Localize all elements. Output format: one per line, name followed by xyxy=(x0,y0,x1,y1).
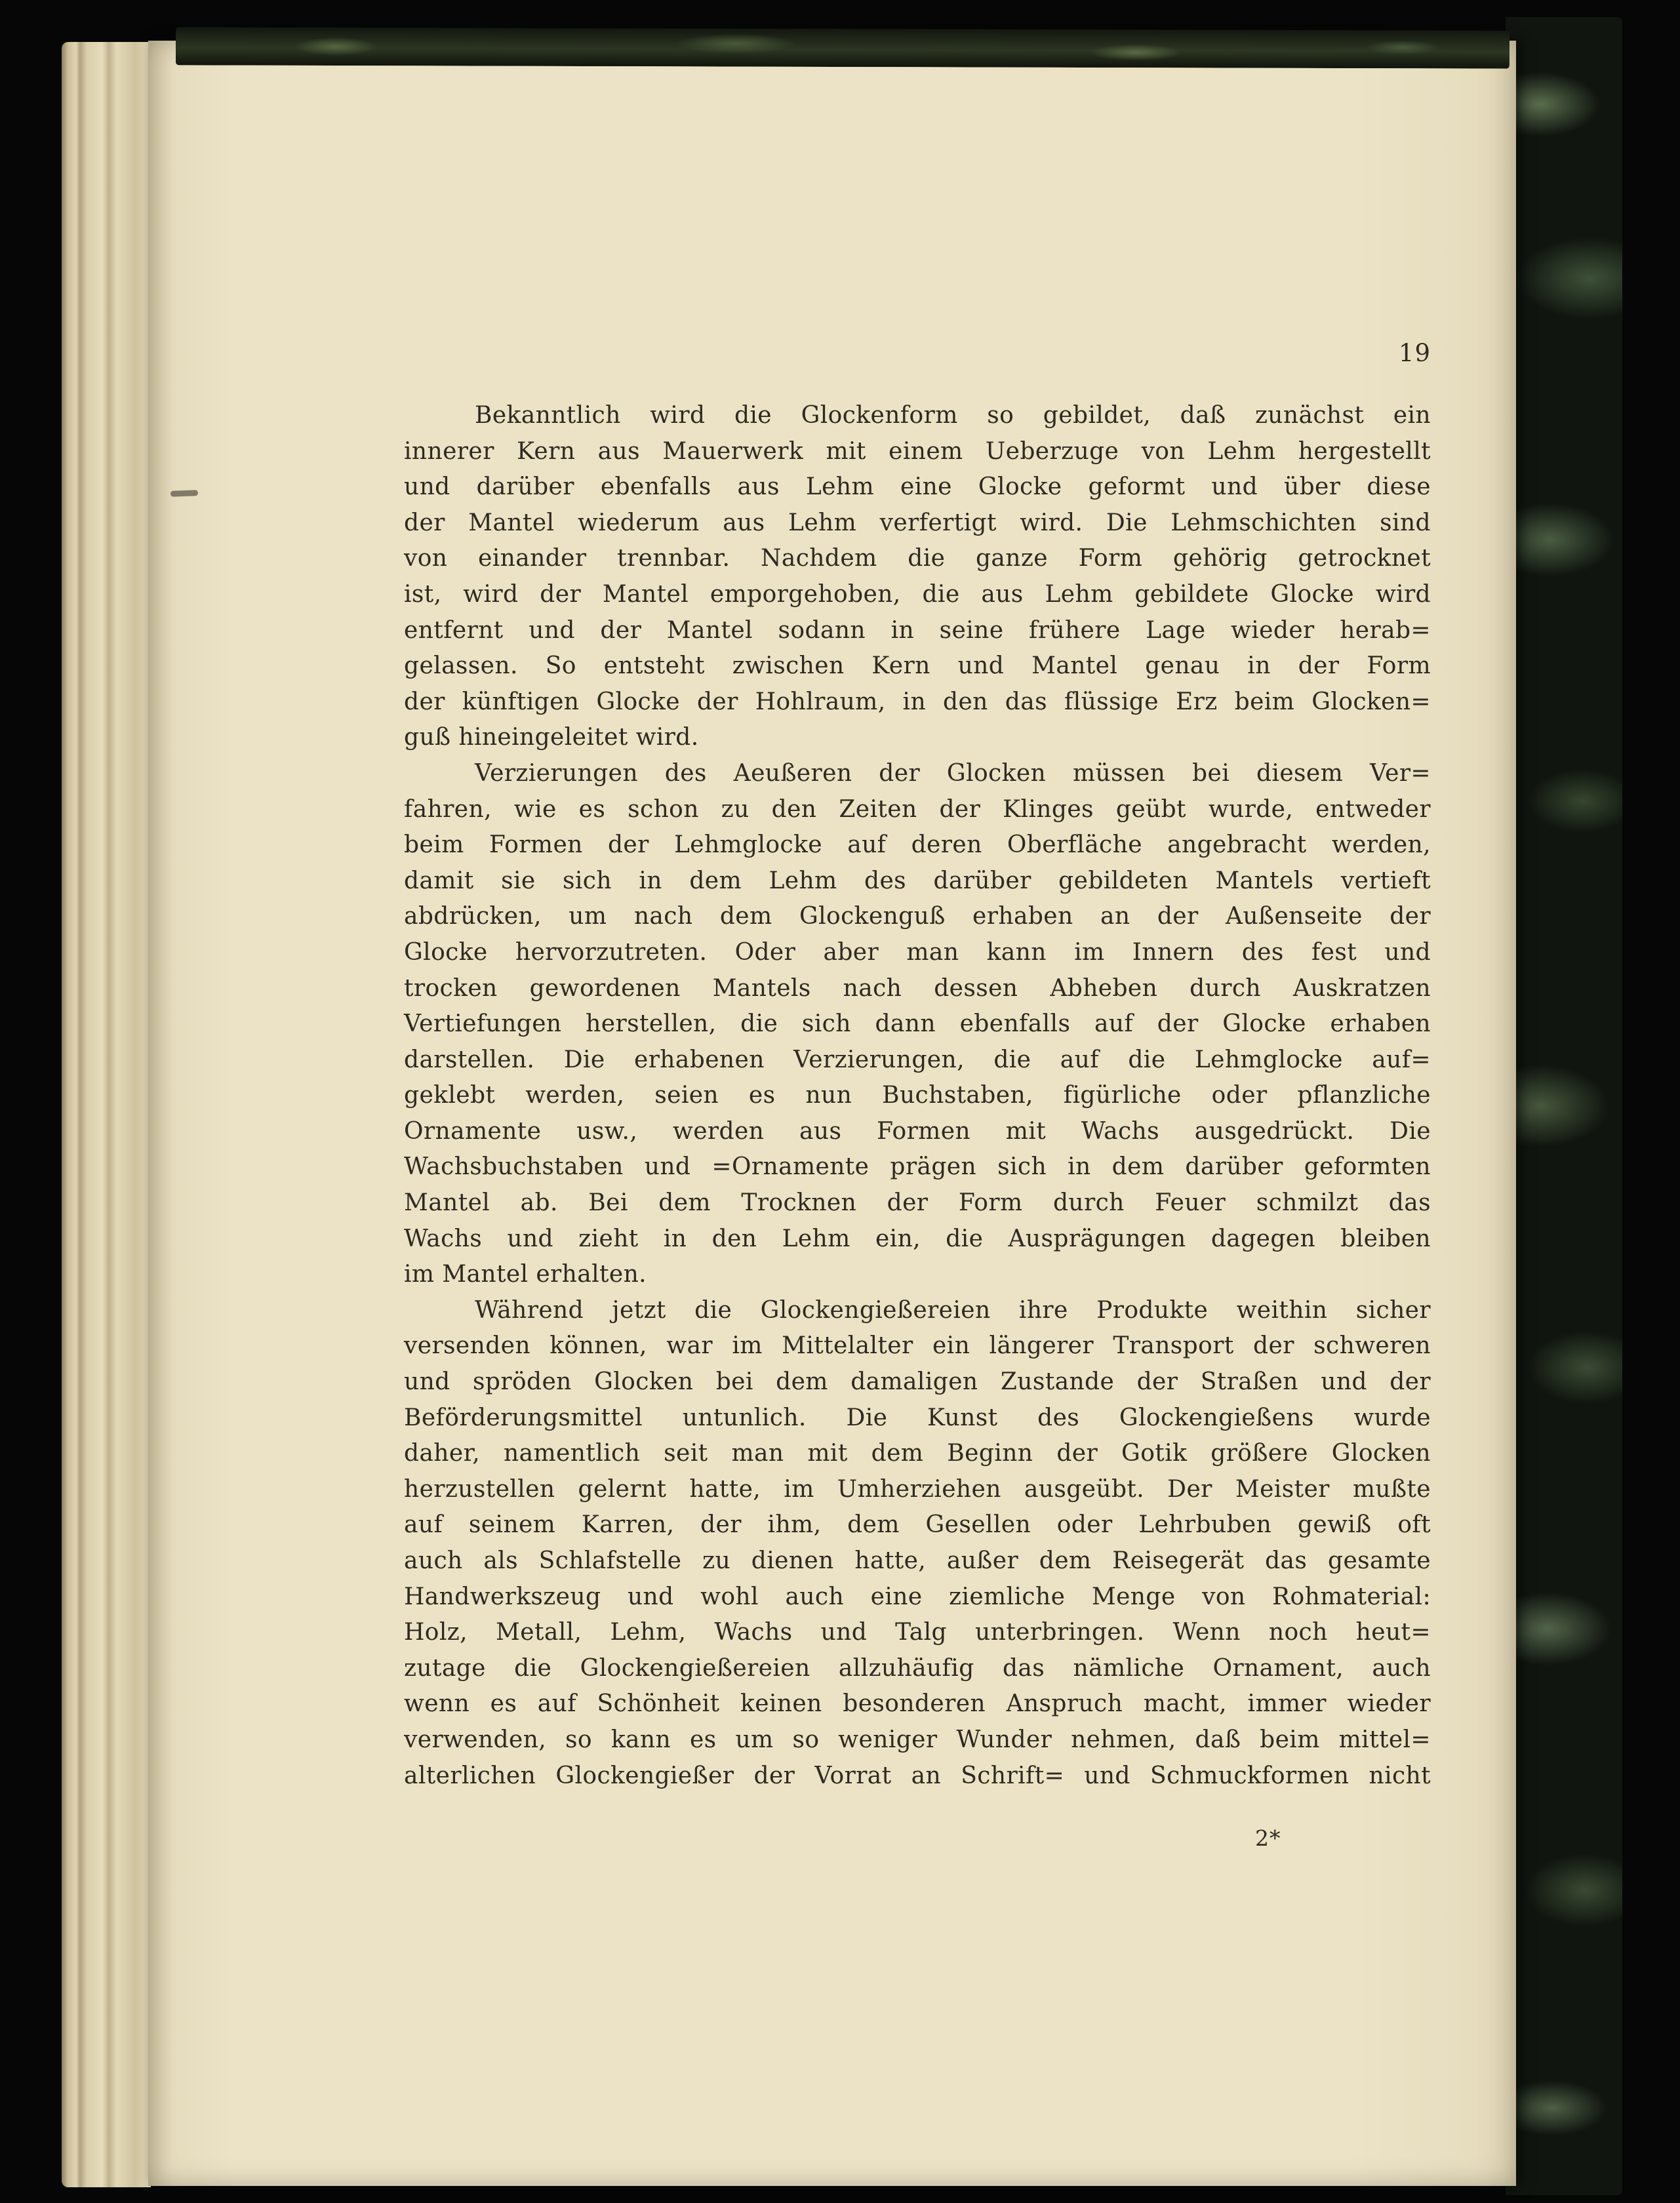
text-line: ist, wird der Mantel emporgehoben, die aus Lehm gebildete Glocke wird xyxy=(404,580,1431,608)
text-line: auf seinem Karren, der ihm, dem Gesellen oder Lehrbuben gewiß oft xyxy=(404,1511,1431,1539)
text-line: Glocke hervorzutreten. Oder aber man kann im Innern des fest und xyxy=(404,938,1431,966)
text-line: Ornamente usw., werden aus Formen mit Wachs ausgedrückt. Die xyxy=(404,1117,1431,1145)
paragraph xyxy=(404,1293,1431,1794)
text-line: Wachsbuchstaben und =Ornamente prägen sich in dem darüber geformten xyxy=(404,1153,1431,1181)
book-top-edge xyxy=(176,27,1510,68)
text-line: abdrücken, um nach dem Glockenguß erhaben an der Außenseite der xyxy=(404,903,1431,930)
text-line: und darüber ebenfalls aus Lehm eine Glocke geformt und über diese xyxy=(404,473,1431,501)
text-line: daher, namentlich seit man mit dem Beginn der Gotik größere Glocken xyxy=(404,1440,1431,1467)
text-line: verwenden, so kann es um so weniger Wunder nehmen, daß beim mittel= xyxy=(404,1726,1431,1753)
text-line: damit sie sich in dem Lehm des darüber gebildeten Mantels vertieft xyxy=(404,867,1431,894)
page-edges-stack xyxy=(62,42,151,2187)
text-line: gelassen. So entsteht zwischen Kern und Mantel genau in der Form xyxy=(404,652,1431,680)
margin-pencil-mark xyxy=(170,490,198,496)
text-line: und spröden Glocken bei dem damaligen Zustande der Straßen und der xyxy=(404,1368,1431,1396)
text-line: Beförderungsmittel untunlich. Die Kunst des Glockengießens wurde xyxy=(404,1404,1431,1431)
text-line: alterlichen Glockengießer der Vorrat an Schrift= und Schmuckformen nicht xyxy=(404,1762,1431,1789)
text-line: auch als Schlafstelle zu dienen hatte, außer dem Reisegerät das gesamte xyxy=(404,1547,1431,1574)
text-line: von einander trennbar. Nachdem die ganze Form gehörig getrocknet xyxy=(404,545,1431,572)
text-line: beim Formen der Lehmglocke auf deren Oberfläche angebracht werden, xyxy=(404,831,1431,859)
book-page xyxy=(148,41,1516,2186)
text-line: Bekanntlich wird die Glockenform so gebildet, daß zunächst ein xyxy=(475,402,1431,429)
text-line: Handwerkszeug und wohl auch eine ziemliche Menge von Rohmaterial: xyxy=(404,1583,1431,1610)
text-line: der Mantel wiederum aus Lehm verfertigt wird. Die Lehmschichten sind xyxy=(404,509,1431,536)
text-block xyxy=(404,398,1431,1794)
page-number: 19 xyxy=(1398,339,1431,367)
text-line: der künftigen Glocke der Hohlraum, in den das flüssige Erz beim Glocken= xyxy=(404,688,1431,715)
marbled-cover-edge xyxy=(1506,17,1622,2195)
text-line: trocken gewordenen Mantels nach dessen Abheben durch Auskratzen xyxy=(404,974,1431,1002)
text-line: im Mantel erhalten. xyxy=(404,1261,647,1288)
text-line: zutage die Glockengießereien allzuhäufig das nämliche Ornament, auch xyxy=(404,1654,1431,1682)
text-line: wenn es auf Schönheit keinen besonderen Anspruch macht, immer wieder xyxy=(404,1690,1431,1718)
paragraph xyxy=(404,398,1431,756)
text-line: Vertiefungen herstellen, die sich dann ebenfalls auf der Glocke erhaben xyxy=(404,1010,1431,1038)
text-line: guß hineingeleitet wird. xyxy=(404,724,699,751)
text-line: darstellen. Die erhabenen Verzierungen, die auf die Lehmglocke auf= xyxy=(404,1046,1431,1073)
text-line: versenden können, war im Mittelalter ein längerer Transport der schweren xyxy=(404,1332,1431,1360)
signature-mark: 2* xyxy=(1255,1825,1281,1851)
text-line: geklebt werden, seien es nun Buchstaben, figürliche oder pflanzliche xyxy=(404,1082,1431,1109)
text-line: Während jetzt die Glockengießereien ihre Produkte weithin sicher xyxy=(475,1296,1431,1324)
text-line: fahren, wie es schon zu den Zeiten der Klinges geübt wurde, entweder xyxy=(404,795,1431,823)
text-line: herzustellen gelernt hatte, im Umherziehen ausgeübt. Der Meister mußte xyxy=(404,1475,1431,1503)
text-line: Mantel ab. Bei dem Trocknen der Form durch Feuer schmilzt das xyxy=(404,1189,1431,1217)
text-line: Holz, Metall, Lehm, Wachs und Talg unterbringen. Wenn noch heut= xyxy=(404,1619,1431,1646)
text-line: innerer Kern aus Mauerwerk mit einem Ueberzuge von Lehm hergestellt xyxy=(404,437,1431,465)
text-line: Wachs und zieht in den Lehm ein, die Ausprägungen dagegen bleiben xyxy=(404,1225,1431,1252)
text-line: Verzierungen des Aeußeren der Glocken müssen bei diesem Ver= xyxy=(475,759,1431,787)
paragraph xyxy=(404,756,1431,1293)
text-line: entfernt und der Mantel sodann in seine frühere Lage wieder herab= xyxy=(404,616,1431,644)
